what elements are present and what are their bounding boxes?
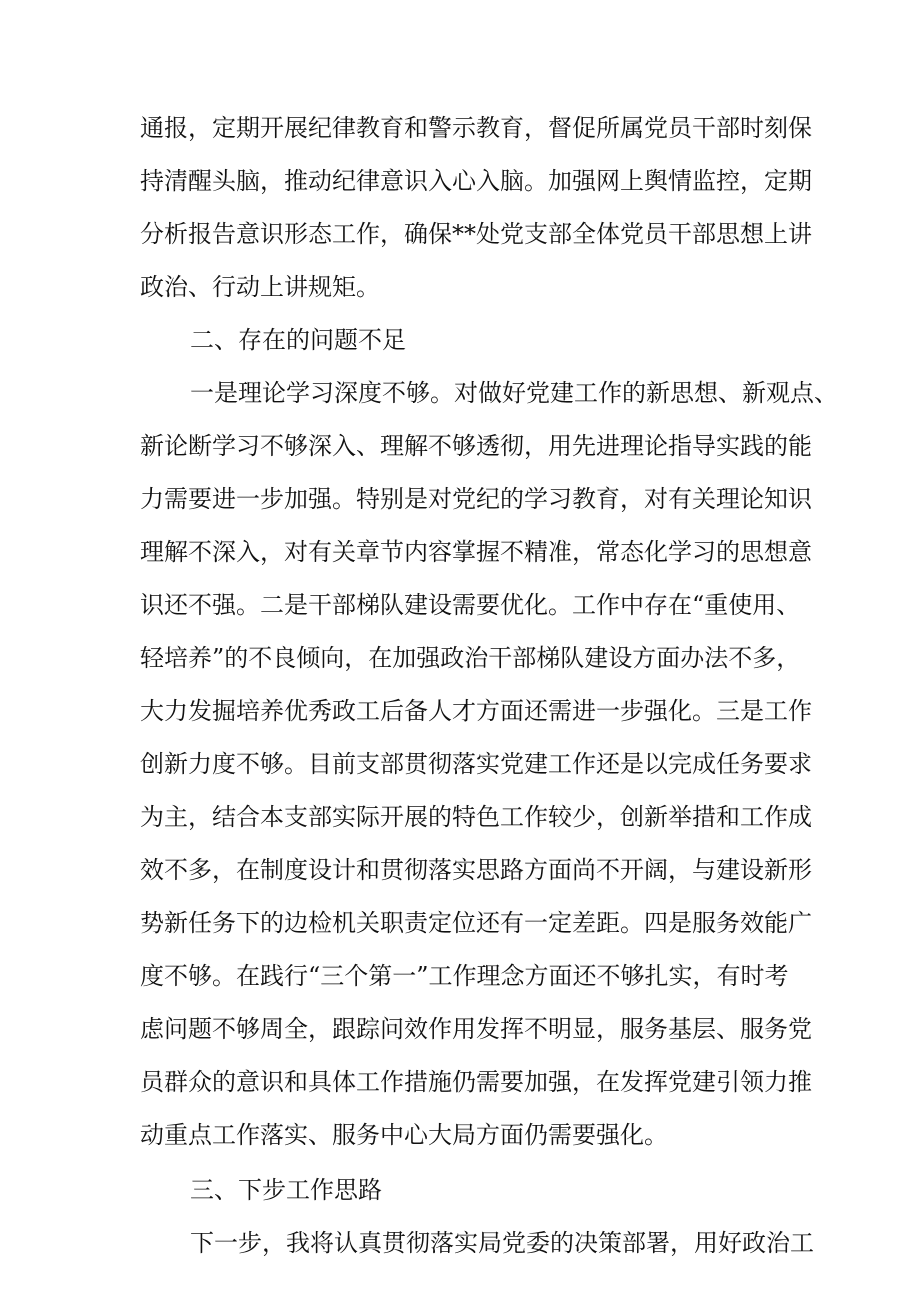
paragraph-line: 动重点工作落实、服务中心大局方面仍需要强化。 xyxy=(140,1121,668,1149)
paragraph-line: 效不多，在制度设计和贯彻落实思路方面尚不开阔，与建设新形 xyxy=(140,856,812,884)
paragraph-line: 度不够。在践行“三个第一”工作理念方面还不够扎实，有时考 xyxy=(140,962,789,990)
paragraph-line: 政治、行动上讲规矩。 xyxy=(140,273,380,301)
paragraph-line: 创新力度不够。目前支部贯彻落实党建工作还是以完成任务要求 xyxy=(140,750,812,778)
section-heading: 三、下步工作思路 xyxy=(190,1176,382,1204)
paragraph-line: 通报，定期开展纪律教育和警示教育，督促所属党员干部时刻保 xyxy=(140,114,812,142)
section-heading: 二、存在的问题不足 xyxy=(190,326,406,354)
paragraph-line: 力需要进一步加强。特别是对党纪的学习教育，对有关理论知识 xyxy=(140,485,812,513)
paragraph-line: 持清醒头脑，推动纪律意识入心入脑。加强网上舆情监控，定期 xyxy=(140,167,812,195)
paragraph-line: 势新任务下的边检机关职责定位还有一定差距。四是服务效能广 xyxy=(140,909,812,937)
paragraph-line: 为主，结合本支部实际开展的特色工作较少，创新举措和工作成 xyxy=(140,803,812,831)
paragraph-line: 理解不深入，对有关章节内容掌握不精准，常态化学习的思想意 xyxy=(140,538,812,566)
paragraph-line: 一是理论学习深度不够。对做好党建工作的新思想、新观点、 xyxy=(190,379,838,407)
paragraph-line: 大力发掘培养优秀政工后备人才方面还需进一步强化。三是工作 xyxy=(140,697,812,725)
paragraph-line: 下一步，我将认真贯彻落实局党委的决策部署，用好政治工 xyxy=(190,1229,814,1257)
paragraph-line: 轻培养”的不良倾向，在加强政治干部梯队建设方面办法不多， xyxy=(140,644,801,672)
paragraph-line: 识还不强。二是干部梯队建设需要优化。工作中存在“重使用、 xyxy=(140,591,801,619)
paragraph-line: 分析报告意识形态工作，确保**处党支部全体党员干部思想上讲 xyxy=(140,220,812,248)
paragraph-line: 新论断学习不够深入、理解不够透彻，用先进理论指导实践的能 xyxy=(140,432,812,460)
paragraph-line: 虑问题不够周全，跟踪问效作用发挥不明显，服务基层、服务党 xyxy=(140,1015,812,1043)
paragraph-line: 员群众的意识和具体工作措施仍需要加强，在发挥党建引领力推 xyxy=(140,1068,812,1096)
